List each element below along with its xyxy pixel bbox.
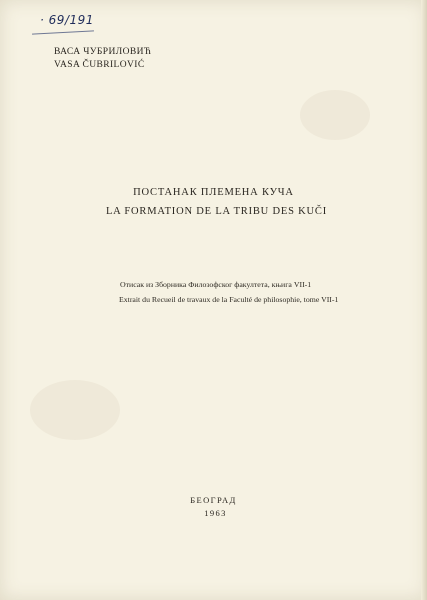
handwritten-catalog-number: · 69/191: [40, 13, 94, 27]
title-block: [0, 183, 427, 221]
author-name-latin: VASA ČUBRILOVIĆ: [54, 60, 145, 70]
imprint: [0, 494, 427, 520]
title-french: LA FORMATION DE LA TRIBU DES KUČI: [105, 206, 328, 217]
paper-stain: [300, 90, 370, 140]
author-block: [54, 46, 151, 72]
extract-cyrillic: Отисак из Зборника Филозофског факултета, књига VII-1: [120, 280, 312, 289]
extract-french: Extrait du Recueil de travaux de la Faculté de philosophie, tome VII-1: [119, 295, 339, 304]
author-name-cyrillic: ВАСА ЧУБРИЛОВИЋ: [54, 47, 152, 57]
paper-stain: [30, 380, 120, 440]
imprint-city: БЕОГРАД: [190, 495, 237, 505]
extract-note: [120, 277, 338, 307]
title-cyrillic: ПОСТАНАК ПЛЕМЕНА КУЧА: [133, 187, 294, 198]
handwritten-underline: [32, 30, 94, 34]
imprint-year: 1963: [204, 508, 227, 518]
